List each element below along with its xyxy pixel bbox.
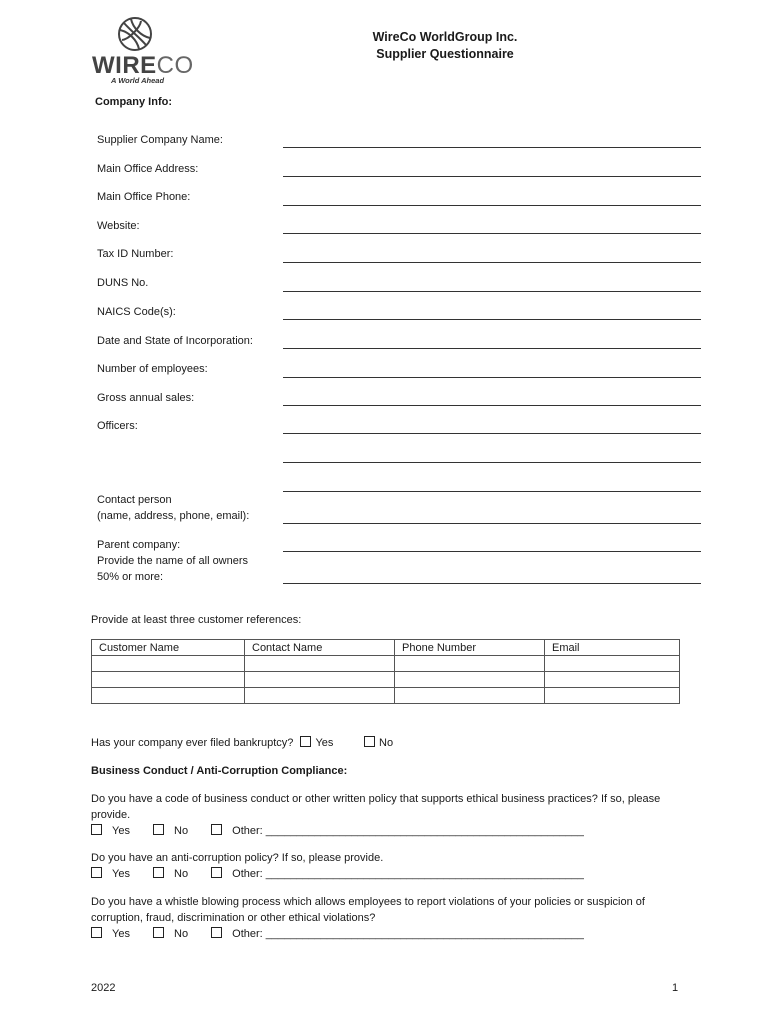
conduct-heading: Business Conduct / Anti-Corruption Compliance: xyxy=(91,765,348,777)
column-header: Phone Number xyxy=(395,640,545,656)
table-cell[interactable] xyxy=(92,672,245,688)
table-cell[interactable] xyxy=(395,688,545,704)
yes-label: Yes xyxy=(112,868,130,880)
bankruptcy-yes-label: Yes xyxy=(315,737,334,749)
table-row xyxy=(92,672,680,688)
field-label-employees: Number of employees: xyxy=(97,363,208,375)
field-label-company-name: Supplier Company Name: xyxy=(97,134,223,146)
field-label-tax-id: Tax ID Number: xyxy=(97,248,174,260)
bankruptcy-no-option xyxy=(364,735,393,751)
column-header: Email xyxy=(545,640,680,656)
table-header-row xyxy=(92,640,680,656)
yes-label: Yes xyxy=(112,928,130,940)
table-row xyxy=(92,688,680,704)
field-label-contact: Contact person xyxy=(97,494,172,506)
no-checkbox[interactable] xyxy=(153,867,164,878)
field-officers-2[interactable] xyxy=(283,462,701,463)
field-sales[interactable] xyxy=(283,405,701,406)
other-field[interactable]: Other: ____________________________________________________ xyxy=(232,825,584,837)
column-header: Customer Name xyxy=(92,640,245,656)
field-naics[interactable] xyxy=(283,319,701,320)
no-checkbox[interactable] xyxy=(153,927,164,938)
other-checkbox[interactable] xyxy=(211,824,222,835)
table-cell[interactable] xyxy=(545,656,680,672)
field-label-naics: NAICS Code(s): xyxy=(97,306,176,318)
bankruptcy-yes-checkbox[interactable] xyxy=(300,736,311,747)
field-tax-id[interactable] xyxy=(283,262,701,263)
references-intro: Provide at least three customer references: xyxy=(91,614,302,626)
field-company-name[interactable] xyxy=(283,147,701,148)
answer-options xyxy=(91,823,691,839)
table-cell[interactable] xyxy=(245,656,395,672)
field-phone[interactable] xyxy=(283,205,701,206)
field-incorporation[interactable] xyxy=(283,348,701,349)
field-label-address: Main Office Address: xyxy=(97,163,199,175)
references-table xyxy=(91,639,680,704)
logo-wordmark: WIRECO xyxy=(92,52,194,79)
question-text: Do you have a code of business conduct or other written policy that supports ethical business practices? If so, please xyxy=(91,793,661,805)
company-info-heading: Company Info: xyxy=(95,96,172,108)
table-cell[interactable] xyxy=(245,672,395,688)
field-officers-1[interactable] xyxy=(283,433,701,434)
field-officers-3[interactable] xyxy=(283,491,701,492)
table-cell[interactable] xyxy=(545,688,680,704)
table-cell[interactable] xyxy=(395,656,545,672)
field-label-owners: Provide the name of all owners xyxy=(97,555,249,567)
question-whistle-blowing xyxy=(91,894,691,942)
question-text: provide. xyxy=(91,809,131,821)
question-code-of-conduct xyxy=(91,791,691,839)
no-label: No xyxy=(174,825,189,837)
field-label-phone: Main Office Phone: xyxy=(97,191,191,203)
field-employees[interactable] xyxy=(283,377,701,378)
bankruptcy-question-text: Has your company ever filed bankruptcy? xyxy=(91,737,294,749)
yes-label: Yes xyxy=(112,825,130,837)
field-website[interactable] xyxy=(283,233,701,234)
field-duns[interactable] xyxy=(283,291,701,292)
field-label-contact-detail: (name, address, phone, email): xyxy=(97,510,250,522)
other-field[interactable]: Other: ____________________________________________________ xyxy=(232,928,584,940)
table-cell[interactable] xyxy=(395,672,545,688)
field-address[interactable] xyxy=(283,176,701,177)
table-cell[interactable] xyxy=(92,656,245,672)
field-label-sales: Gross annual sales: xyxy=(97,392,195,404)
yes-checkbox[interactable] xyxy=(91,824,102,835)
bankruptcy-no-label: No xyxy=(379,737,394,749)
table-cell[interactable] xyxy=(92,688,245,704)
field-label-officers: Officers: xyxy=(97,420,138,432)
field-contact[interactable] xyxy=(283,523,701,524)
field-label-incorporation: Date and State of Incorporation: xyxy=(97,335,253,347)
table-row xyxy=(92,656,680,672)
no-checkbox[interactable] xyxy=(153,824,164,835)
yes-checkbox[interactable] xyxy=(91,867,102,878)
field-owners[interactable] xyxy=(283,583,701,584)
table-cell[interactable] xyxy=(245,688,395,704)
field-label-duns: DUNS No. xyxy=(97,277,149,289)
document-subtitle: Supplier Questionnaire xyxy=(376,47,514,61)
logo-tagline: A World Ahead xyxy=(111,76,165,85)
answer-options xyxy=(91,926,691,942)
no-label: No xyxy=(174,868,189,880)
page-number: 1 xyxy=(672,982,679,994)
field-label-parent: Parent company: xyxy=(97,539,181,551)
other-checkbox[interactable] xyxy=(211,927,222,938)
question-text: Do you have an anti-corruption policy? If so, please provide. xyxy=(91,852,384,864)
question-anti-corruption xyxy=(91,850,691,882)
question-text: corruption, fraud, discrimination or other ethical violations? xyxy=(91,912,376,924)
yes-checkbox[interactable] xyxy=(91,927,102,938)
document-title: WireCo WorldGroup Inc. xyxy=(372,30,518,44)
footer-year: 2022 xyxy=(91,982,116,994)
bankruptcy-no-checkbox[interactable] xyxy=(364,736,375,747)
table-cell[interactable] xyxy=(545,672,680,688)
bankruptcy-question xyxy=(91,735,333,751)
question-text: Do you have a whistle blowing process which allows employees to report violations of your policies or suspicion of xyxy=(91,896,645,908)
field-label-website: Website: xyxy=(97,220,140,232)
field-parent[interactable] xyxy=(283,551,701,552)
column-header: Contact Name xyxy=(245,640,395,656)
answer-options xyxy=(91,866,691,882)
field-label-owners-pct: 50% or more: xyxy=(97,571,164,583)
other-checkbox[interactable] xyxy=(211,867,222,878)
other-field[interactable]: Other: ____________________________________________________ xyxy=(232,868,584,880)
no-label: No xyxy=(174,928,189,940)
